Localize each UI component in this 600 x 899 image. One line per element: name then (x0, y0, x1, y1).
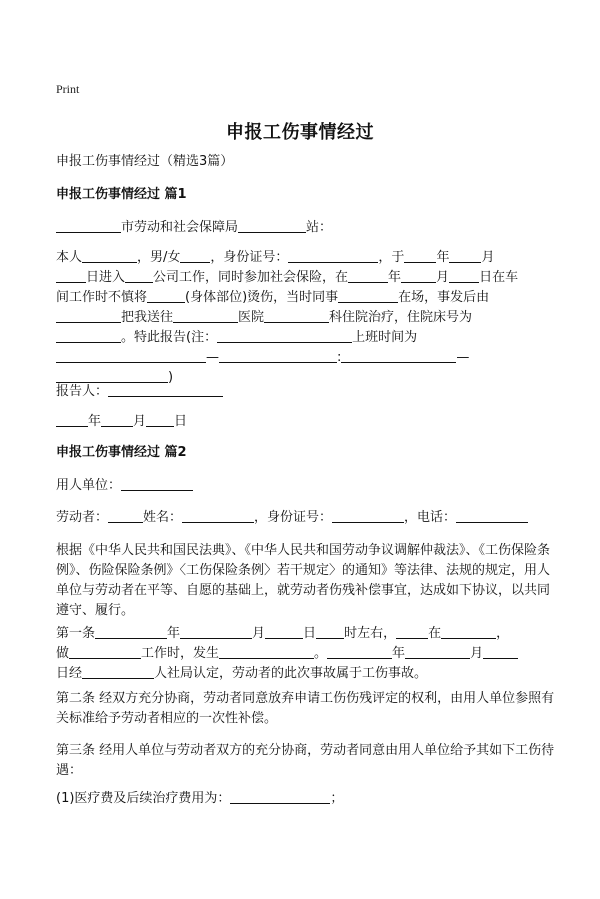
text: 医院 (238, 310, 265, 325)
text: 人社局认定，劳动者的此次事故属于工伤事故。 (154, 666, 428, 681)
blank-field[interactable] (182, 508, 254, 523)
article-1-line-2 (56, 644, 556, 664)
blank-field[interactable] (56, 348, 206, 363)
article-3: 第三条 经用人单位与劳动者双方的充分协商，劳动者同意由用人单位给予其如下工伤待遇： (56, 743, 555, 778)
text: 日 (303, 626, 317, 641)
text: ，身份证号： (254, 510, 333, 525)
blank-field[interactable] (265, 624, 303, 639)
text: ，身份证号： (210, 250, 289, 265)
print-label[interactable]: Print (56, 82, 80, 96)
report-line-4 (56, 308, 556, 328)
blank-field[interactable] (405, 644, 470, 659)
blank-field[interactable] (56, 368, 168, 383)
text: 年 (388, 270, 402, 285)
text: 时左右， (344, 626, 397, 641)
blank-field[interactable] (95, 624, 167, 639)
blank-field[interactable] (56, 308, 121, 323)
text: 上班时间为 (352, 330, 418, 345)
text: 月 (252, 626, 266, 641)
blank-field[interactable] (56, 218, 121, 233)
text: 在场，事发后由 (398, 290, 490, 305)
text: 年 (392, 646, 406, 661)
blank-field[interactable] (180, 248, 210, 263)
blank-field[interactable] (238, 218, 306, 233)
text: 第一条 (56, 626, 96, 641)
blank-field[interactable] (173, 308, 238, 323)
blank-field[interactable] (82, 248, 137, 263)
blank-field[interactable] (401, 268, 436, 283)
employer-line (56, 476, 556, 496)
text: 姓名： (143, 510, 183, 525)
text: ； (330, 791, 344, 806)
text: 。特此报告(注： (121, 330, 218, 345)
text: 用人单位： (56, 478, 122, 493)
item-1-line (56, 789, 556, 809)
address-line (56, 218, 556, 238)
medical-fee-field[interactable] (230, 789, 330, 804)
reporter-field[interactable] (108, 382, 223, 397)
blank-field[interactable] (217, 328, 352, 343)
text: ，男/女 (137, 250, 181, 265)
report-line-3 (56, 288, 556, 308)
document-title: 申报工伤事情经过 (226, 122, 374, 143)
text: (1)医疗费及后续治疗费用为： (56, 791, 231, 806)
blank-field[interactable] (147, 288, 185, 303)
blank-field[interactable] (125, 268, 153, 283)
blank-field[interactable] (56, 328, 121, 343)
text: 。 (314, 646, 328, 661)
text: ， (496, 626, 510, 641)
text: 报告人： (56, 384, 109, 399)
text: 月 (481, 250, 495, 265)
article-1-line-3 (56, 664, 556, 684)
blank-field[interactable] (348, 268, 388, 283)
blank-field[interactable] (316, 624, 344, 639)
text: 科住院治疗，住院床号为 (329, 310, 473, 325)
blank-field[interactable] (483, 644, 518, 659)
text: 年 (167, 626, 181, 641)
text: 月 (133, 414, 147, 429)
text: 公司工作，同时参加社会保险，在 (153, 270, 349, 285)
text: (身体部位)烫伤，当时同事 (185, 290, 339, 305)
report-line-2 (56, 268, 556, 288)
reporter-line (56, 382, 556, 402)
blank-field[interactable] (341, 348, 456, 363)
blank-field[interactable] (441, 624, 496, 639)
blank-field[interactable] (449, 268, 479, 283)
text: 市劳动和社会保障局 (121, 220, 239, 235)
blank-field[interactable] (180, 624, 252, 639)
article-2: 第二条 经双方充分协商，劳动者同意放弃申请工伤伤残评定的权利，由用人单位参照有关标准给予劳动者相应的一次性补偿。 (56, 691, 555, 726)
basis-paragraph: 根据《中华人民共和国民法典》、《中华人民共和国劳动争议调解仲裁法》、《工伤保险条例》、伤险保险条例》〈工伤保险条例〉若干规定〉的通知》等法律、法规的规定，用人单位与劳动者在平等、自愿的基础上，就劳动者伤残补偿事宜，达成如下协议，以共同遵守、履行。 (56, 543, 551, 618)
text: ) (168, 370, 174, 385)
blank-field[interactable] (56, 268, 86, 283)
blank-field[interactable] (327, 644, 392, 659)
text: 站： (306, 220, 333, 235)
text: — (456, 350, 470, 365)
text: ，于 (378, 250, 405, 265)
text: 月 (470, 646, 484, 661)
blank-field[interactable] (332, 508, 404, 523)
blank-field[interactable] (82, 664, 154, 679)
text: 年 (88, 414, 102, 429)
text: : (337, 350, 342, 365)
date-line (56, 412, 556, 432)
blank-field[interactable] (219, 644, 314, 659)
text: — (206, 350, 219, 365)
employer-field[interactable] (121, 476, 193, 491)
text: 日经 (56, 666, 83, 681)
article-1-line-1 (56, 624, 556, 644)
blank-field[interactable] (69, 644, 141, 659)
blank-field[interactable] (264, 308, 329, 323)
section-1-heading: 申报工伤事情经过 篇1 (56, 187, 187, 202)
blank-field[interactable] (288, 248, 378, 263)
text: ，电话： (404, 510, 457, 525)
section-2-heading: 申报工伤事情经过 篇2 (56, 445, 187, 460)
month-field[interactable] (101, 412, 133, 427)
blank-field[interactable] (338, 288, 398, 303)
blank-field[interactable] (108, 508, 143, 523)
text: 做 (56, 646, 70, 661)
blank-field[interactable] (396, 624, 428, 639)
text: 在 (428, 626, 442, 641)
blank-field[interactable] (456, 508, 528, 523)
report-line-5 (56, 328, 556, 348)
intro-line: 申报工伤事情经过（精选3篇） (56, 154, 234, 169)
text: 工作时，发生 (141, 646, 220, 661)
blank-field[interactable] (219, 348, 337, 363)
text: 本人 (56, 250, 83, 265)
year-field[interactable] (56, 412, 88, 427)
text: 间工作时不慎将 (56, 290, 148, 305)
text: 劳动者： (56, 510, 109, 525)
text: 年 (436, 250, 450, 265)
report-line-1 (56, 248, 556, 268)
text: 月 (436, 270, 450, 285)
blank-field[interactable] (449, 248, 481, 263)
text: 把我送往 (121, 310, 174, 325)
day-field[interactable] (146, 412, 174, 427)
text: 日在车 (479, 270, 519, 285)
worker-line (56, 508, 556, 528)
text: 日 (174, 414, 188, 429)
report-line-6 (56, 348, 556, 368)
blank-field[interactable] (404, 248, 436, 263)
text: 日进入 (86, 270, 126, 285)
